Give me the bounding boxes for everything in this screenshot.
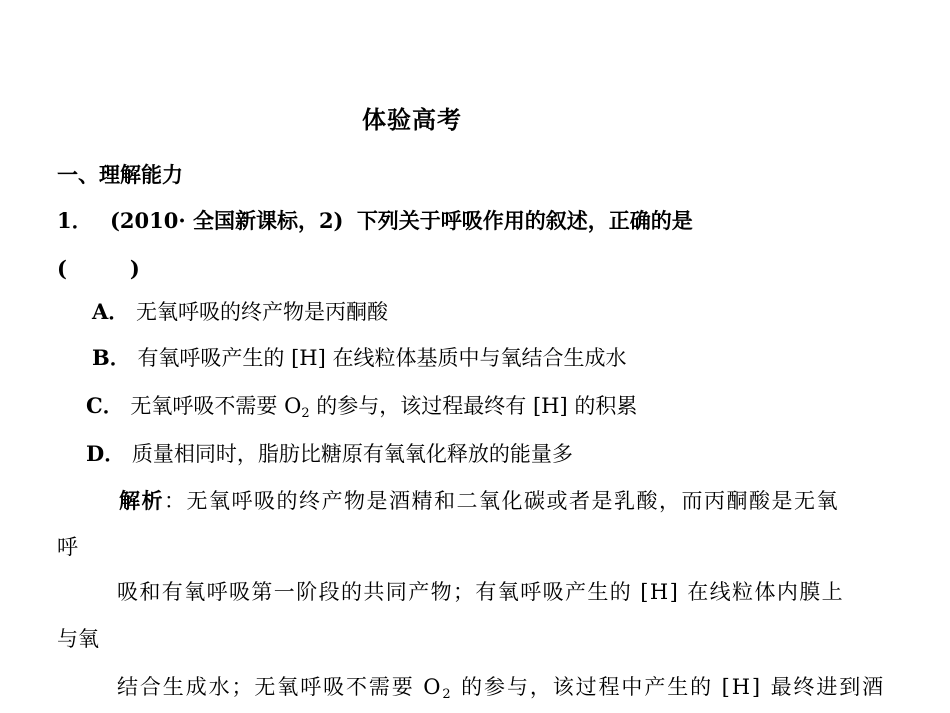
analysis-line-1 xyxy=(119,487,839,515)
option-d xyxy=(86,440,573,468)
option-text: 无氧呼吸的终产物是丙酮酸 xyxy=(135,300,388,324)
subscript: 2 xyxy=(301,406,310,421)
option-c xyxy=(86,392,637,428)
analysis-line-2: 吸和有氧呼吸第一阶段的共同产物；有氧呼吸产生的 [H] 在线粒体内膜上 xyxy=(117,580,845,604)
option-letter: B． xyxy=(92,345,131,370)
option-text-after: 的参与，该过程最终有 [H] 的积累 xyxy=(309,394,638,418)
option-letter: C． xyxy=(86,393,124,418)
option-a xyxy=(92,298,388,326)
answer-blank: ( ) xyxy=(57,256,140,281)
question-number: 1． xyxy=(57,208,93,233)
option-text: 有氧呼吸产生的 [H] 在线粒体基质中与氧结合生成水 xyxy=(137,346,627,370)
option-b xyxy=(92,344,627,372)
analysis-text: ：无氧呼吸的终产物是酒精和二氧化碳或者是乳酸，而丙酮酸是无氧 xyxy=(164,489,839,513)
analysis-line-3 xyxy=(117,673,885,709)
analysis-line-2-wrap: 与氧 xyxy=(57,627,99,651)
section-heading: 一、理解能力 xyxy=(57,162,183,187)
analysis-label: 解析 xyxy=(119,488,164,513)
option-letter: A． xyxy=(92,299,130,324)
page-title: 体验高考 xyxy=(362,105,462,134)
question-stem: 下列关于呼吸作用的叙述，正确的是 xyxy=(356,208,693,233)
option-letter: D． xyxy=(86,441,126,466)
option-text-before: 无氧呼吸不需要 O xyxy=(130,394,302,418)
analysis-text-before: 结合生成水；无氧呼吸不需要 O xyxy=(117,675,443,699)
analysis-text-after: 的参与，该过程中产生的 [H] 最终进到酒 xyxy=(452,675,886,699)
question-stem-line xyxy=(57,207,693,235)
option-text: 质量相同时，脂肪比糖原有氧氧化释放的能量多 xyxy=(131,442,573,466)
analysis-line-1-wrap: 呼 xyxy=(57,535,78,559)
subscript: 2 xyxy=(442,687,453,702)
question-source: (2010· 全国新课标，2) xyxy=(109,208,344,233)
